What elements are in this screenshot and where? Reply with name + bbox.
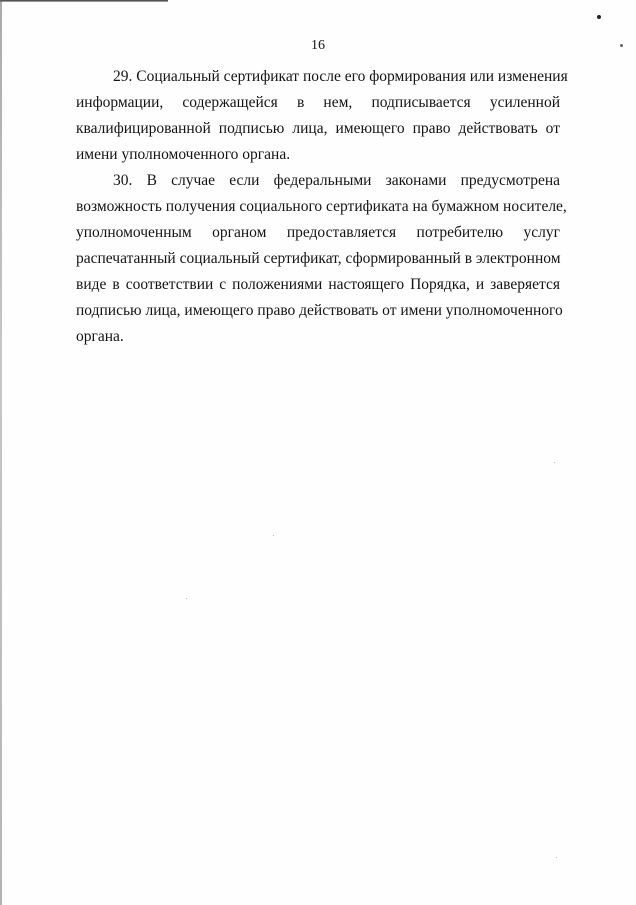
scan-speck [556,857,557,858]
scan-speck [186,598,187,599]
text-line: виде в соответствии с положениями настоящего Порядка, и заверяется [76,276,560,293]
text-line: органа. [76,328,124,345]
scan-speck [554,462,555,463]
text-line: имени уполномоченного органа. [76,146,291,163]
text-line: информации, содержащейся в нем, подписывается усиленной [76,94,560,111]
text-line: подписью лица, имеющего право действовать от имени уполномоченного [76,302,563,319]
text-line: 29. Социальный сертификат после его формирования или изменения [113,68,568,85]
paragraph-30 [76,168,567,350]
text-line: 30. В случае если федеральными законами предусмотрена [113,172,560,189]
page-number: 16 [311,38,325,53]
text-line: возможность получения социального сертификата на бумажном носителе, [76,198,567,215]
scan-edge-left [0,0,2,905]
text-line: уполномоченным органом предоставляется потребителю услуг [76,224,560,241]
text-line: квалифицированной подписью лица, имеющего право действовать от [76,120,560,137]
scan-speck [597,15,601,19]
text-line: распечатанный социальный сертификат, сформированный в электронном [76,250,561,267]
scan-speck [273,535,274,536]
scan-edge-top [0,0,168,2]
paragraph-29 [76,64,568,168]
